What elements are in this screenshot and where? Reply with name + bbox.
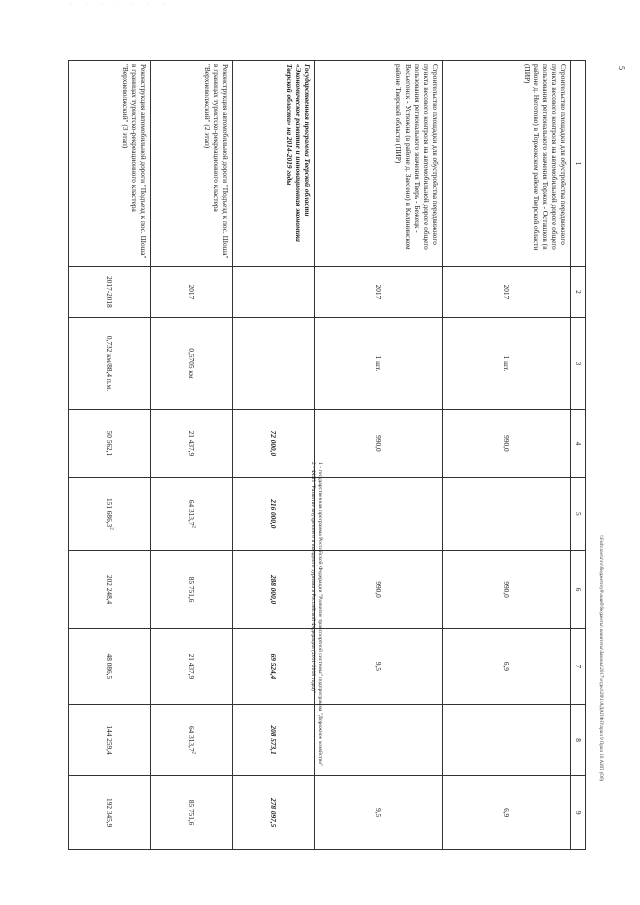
value-cell	[314, 704, 442, 776]
col-header: 5	[571, 477, 586, 551]
footnote-ref: 2	[190, 525, 196, 528]
object-name-cell: Реконструкция автомобильной дороги "Подъезд к пос. Шоша" в границах туристско-рекреационного кластера "Верхневолжский" (3 этап)	[69, 61, 151, 267]
year-cell: 2017	[150, 267, 232, 317]
table-row	[69, 61, 151, 850]
table-row-program-total	[232, 61, 314, 850]
value-text: 151 686,3	[105, 498, 115, 528]
object-name-cell: Строительство площадки для обустройства передвижного пункта весового контроля на автомобильной дороге общего пользования регионального значения Тверь - Бежецк - Весьегонск - Устюжна (в районе д. Заесено) в Калининском районе Тверской области (ПИР)	[314, 61, 442, 267]
page-number: 5	[617, 66, 626, 70]
value-cell: 48 086,5	[69, 629, 151, 705]
quantity-cell: 0,732 км/88,4 п.м.	[69, 317, 151, 410]
value-cell: 202 248,4	[69, 551, 151, 629]
quantity-cell: 1 шт.	[314, 317, 442, 410]
value-cell	[232, 704, 314, 776]
table-row	[150, 61, 232, 850]
value-cell: 192 345,9	[69, 776, 151, 850]
value-cell: 990,0	[314, 410, 442, 477]
value-cell: 69 524,4	[232, 629, 314, 705]
footnote-ref: 2	[190, 751, 196, 755]
value-cell	[314, 477, 442, 551]
value-cell: 990,0	[314, 551, 442, 629]
rotated-table-block	[68, 60, 586, 850]
value-cell: 9,5	[314, 776, 442, 850]
quantity-cell: 1 шт.	[442, 317, 570, 410]
value-text: 144 259,4	[105, 725, 115, 755]
value-text: 208 573,1	[268, 725, 278, 755]
table-row	[442, 61, 570, 850]
year-cell: 2017-2018	[69, 267, 151, 317]
value-cell: 278 097,5	[232, 776, 314, 850]
program-name-cell: Государственная программа Тверской области «Экономическое развитие и инновационная экономика Тверской области» на 2014-2019 годы	[232, 61, 314, 267]
value-cell	[442, 704, 570, 776]
value-cell	[232, 477, 314, 551]
value-cell: 288 000,0	[232, 551, 314, 629]
value-cell: 85 751,6	[150, 776, 232, 850]
footnote-1: 1 - государственная программа Российской Федерации "Развитие транспортной системы" подпрограмма "Дорожное хозяйство"	[317, 462, 323, 767]
col-header: 8	[571, 704, 586, 776]
value-cell: 50 562,1	[69, 410, 151, 477]
value-cell: 85 751,6	[150, 551, 232, 629]
value-cell	[150, 704, 232, 776]
col-header: 7	[571, 629, 586, 705]
value-cell: 21 437,9	[150, 629, 232, 705]
value-cell: 6,9	[442, 776, 570, 850]
table-row	[314, 61, 442, 850]
footnote-2: 2 - ФЦП "Развитие внутреннего и въездного туризма в Российской Федерации (2011-2018 годы)"	[310, 462, 316, 693]
object-name-cell: Строительство площадки для обустройства передвижного пункта весового контроля на автомобильной дороге общего пользования регионального значения Торжок - Осташков (в районе д. Неготово) в Торжокском районе Тверской области (ПИР)	[442, 61, 570, 267]
value-cell: 6,9	[442, 629, 570, 705]
value-cell: 21 437,9	[150, 410, 232, 477]
col-header: 9	[571, 776, 586, 850]
quantity-cell: 0,5705 км	[150, 317, 232, 410]
value-text: 216 000,0	[268, 499, 278, 529]
footnote-ref: 2	[108, 527, 114, 530]
investment-table	[68, 60, 586, 850]
col-header: 6	[571, 551, 586, 629]
value-cell	[150, 477, 232, 551]
col-header: 3	[571, 317, 586, 410]
value-cell: 9,5	[314, 629, 442, 705]
col-header: 4	[571, 410, 586, 477]
header-row	[571, 61, 586, 850]
scan-marks: · · · · · · ·	[70, 2, 171, 8]
value-cell: 990,0	[442, 410, 570, 477]
year-cell: 2017	[314, 267, 442, 317]
col-header: 2	[571, 267, 586, 317]
value-text: 64 313,7	[186, 725, 196, 752]
value-cell: 990,0	[442, 551, 570, 629]
year-cell	[232, 267, 314, 317]
file-path: \\Fsd\газета\то\бюджетн\уб\ошиб\бюджеты\ комитеты\Законы\2017\отдел\28\1\АДАПФП\прил 9 Прил 16 АИП (Об)	[598, 535, 603, 782]
value-cell: 72 000,0	[232, 410, 314, 477]
value-cell	[442, 477, 570, 551]
value-text: 64 313,7	[186, 499, 196, 526]
col-header: 1	[571, 61, 586, 267]
value-cell	[69, 704, 151, 776]
year-cell: 2017	[442, 267, 570, 317]
value-cell	[69, 477, 151, 551]
quantity-cell	[232, 317, 314, 410]
object-name-cell: Реконструкция автомобильной дороги "Подъезд к пос. Шоша" в границах туристско-рекреационного кластера "Верхневолжский" (2 этап)	[150, 61, 232, 267]
